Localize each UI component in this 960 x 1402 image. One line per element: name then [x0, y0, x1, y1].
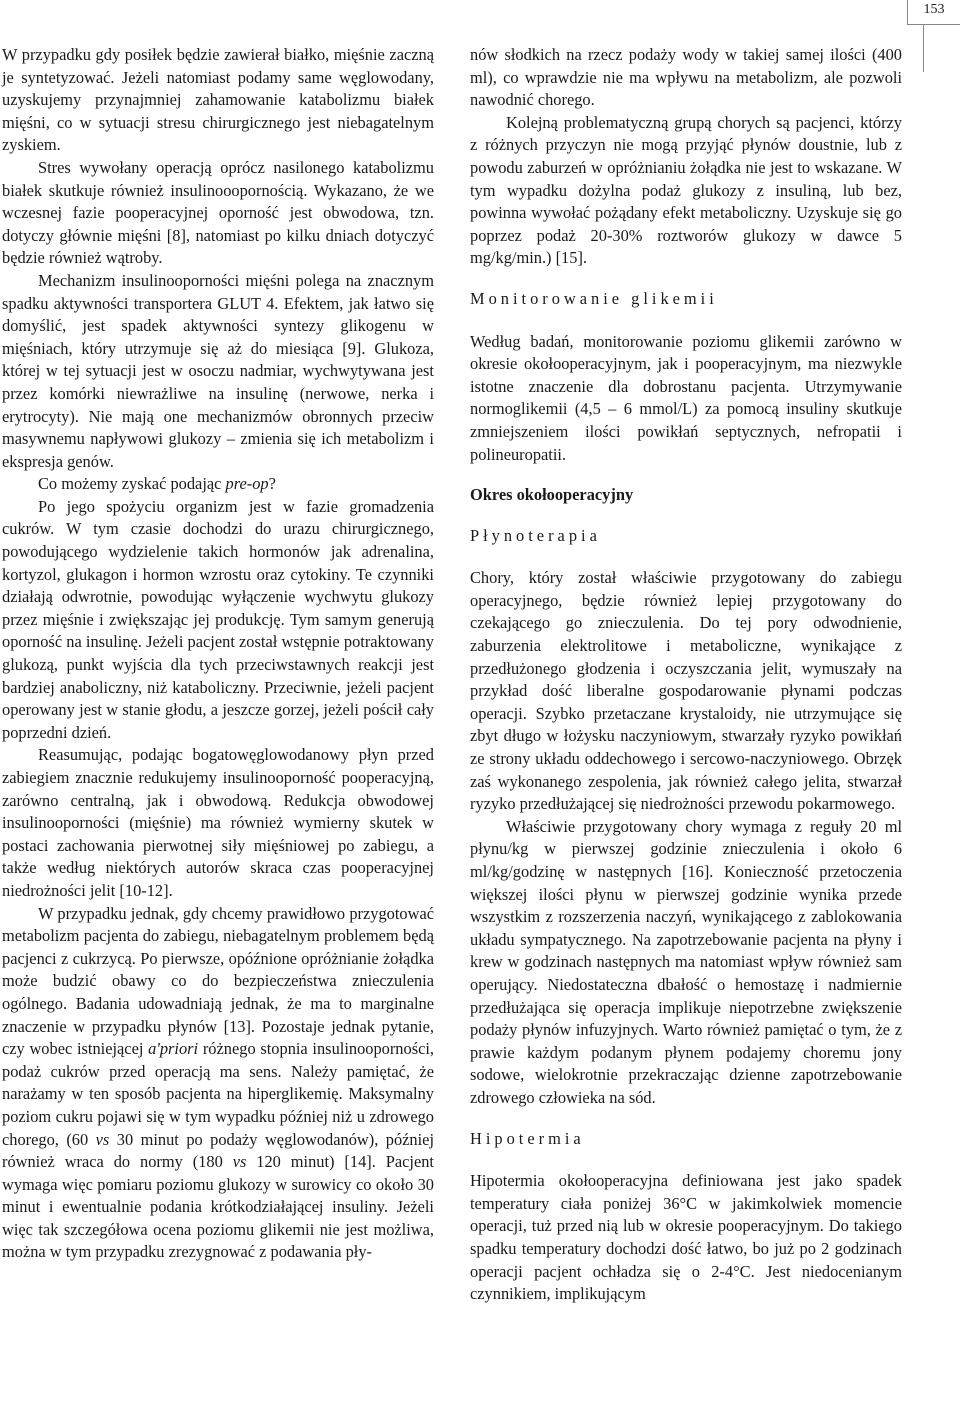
text-span: 30 minut po podaży węglowodanów), później również wraca do normy (180	[2, 1129, 434, 1172]
paragraph: Chory, który został właściwie przygotowany do zabiegu operacyjnego, będzie również lepiej przygotowany do czekającego go znieczulenia. Do tej pory odwodnienie, zaburzenia elektrolitowe i metaboliczne, wynikające z przedłużonego głodzenia i oczyszczania jelit, wymuszały na przykład dość liberalne gospodarowanie płynami podczas operacji. Szybko przetaczane krystaloidy, nie utrzymujące się zbyt długo w łożysku naczyniowym, stwarzały ryzyko powikłań ze strony układu oddechowego i sercowo-naczyniowego. Obrzęk zaś wykonanego zespolenia, jak również całego jelita, stwarzał ryzyko przedłużającej się niedrożności przewodu pokarmowego.	[470, 568, 902, 814]
text-span: 120 minut) [14]. Pacjent wymaga więc pomiaru poziomu glukozy w surowicy co około 30 minut i ewentualnie podania krótkodziałającej insuliny. Jeżeli więc tak szczegółowa ocena poziomu glikemii nie jest możliwa, można w tym przypadku zrezygnować z podawania pły-	[2, 1152, 434, 1262]
page-number: 153	[907, 0, 960, 25]
subsection-heading: Hipotermia	[470, 1128, 585, 1148]
text-span: ?	[268, 474, 276, 494]
paragraph	[2, 473, 434, 496]
section-heading: Monitorowanie glikemii	[470, 288, 718, 308]
italic-text: vs	[232, 1152, 247, 1172]
text-span: W przypadku jednak, gdy chcemy prawidłowo przygotować metabolizm pacjenta do zabiegu, niebagatelnym problemem będą pacjenci z cukrzycą. Po pierwsze, opóźnione opróżnianie żołądka może budzić obawy co do bezpieczeństwa znieczulenia ogólnego. Badania udowadniają jednak, że ma to marginalne znaczenie w przypadku płynów [13]. Pozostaje jednak pytanie, czy wobec istniejącej	[2, 903, 434, 1059]
section-heading: Okres okołooperacyjny	[470, 485, 634, 505]
subsection-heading: Płynoterapia	[470, 525, 601, 545]
paragraph: nów słodkich na rzecz podaży wody w takiej samej ilości (400 ml), co wprawdzie nie ma wpływu na metabolizm, ale pozwoli nawodnić chorego.	[470, 45, 902, 110]
paragraph: Kolejną problematyczną grupą chorych są pacjenci, którzy z różnych przyczyn nie mogą przyjąć płynów doustnie, lub z powodu zaburzeń w opróżnianiu żołądka nie jest to wskazane. W tym wypadku dożylna podaż glukozy z insuliną, lub bez, powinna wywołać pożądany efekt metaboliczny. Uzyskuje się go poprzez podaż 20-30% roztworów glukozy w dawce 5 mg/kg/min.) [15].	[470, 112, 902, 268]
paragraph: Właściwie przygotowany chory wymaga z reguły 20 ml płynu/kg w pierwszej godzinie znieczulenia i około 6 ml/kg/godzinę w następnych [16]. Konieczność przetoczenia większej ilości płynu w pierwszej godzinie wynika przede wszystkim z rozszerzenia naczyń, wynikającego z zablokowania układu sympatycznego. Na zapotrzebowanie pacjenta na płyny i krew w godzinach następnych ma natomiast wpływ również sam operujący. Niedostateczna dbałość o hemostazę i nadmiernie przedłużająca się operacja implikuje niepotrzebne zwiększenie podaży płynów infuzyjnych. Warto również pamiętać o tym, że z prawie każdym podanym płynem podajemy choremu jony sodowe, wielokrotnie przekraczając dzienne zapotrzebowanie zdrowego człowieka na sód.	[470, 816, 902, 1107]
paragraph: Według badań, monitorowanie poziomu glikemii zarówno w okresie okołooperacyjnym, jak i pooperacyjnym, ma niezwykle istotne znaczenie dla dobrostanu pacjenta. Utrzymywanie normoglikemii (4,5 – 6 mmol/L) za pomocą insuliny skutkuje zmniejszeniem ilości powikłań septycznych, nefropatii i polineuropatii.	[470, 331, 902, 464]
paragraph: Reasumując, podając bogatowęglowodanowy płyn przed zabiegiem znacznie redukujemy insulinooporność pooperacyjną, zarówno centralną, jak i obwodową. Redukcja obwodowej insulinooporności (mięśnie) ma również wymierny skutek w postaci zachowania pierwotnej siły mięśniowej po zabiegu, a także według niektórych autorów skraca czas pooperacyjnej niedrożności jelit [10-12].	[2, 745, 434, 900]
right-column	[470, 44, 902, 1306]
italic-text: pre-op	[225, 474, 269, 494]
text-span: Co możemy zyskać podając	[38, 474, 226, 494]
italic-text: vs	[95, 1129, 110, 1149]
paragraph	[2, 903, 434, 1265]
left-column	[2, 44, 434, 1264]
paragraph: Po jego spożyciu organizm jest w fazie gromadzenia cukrów. W tym czasie dochodzi do urazu chirurgicznego, powodującego wydzielenie takich hormonów jak adrenalina, kortyzol, glukagon i hormon wzrostu oraz cytokiny. Te czynniki działają odwrotnie, powodując wyłączenie wychwytu glukozy przez mięśnie i zwiększając jej produkcję. Tym samym generują oporność na insulinę. Jeżeli pacjent został wstępnie potraktowany glukozą, punkt wyjścia dla tych przeciwstawnych reakcji jest bardziej anaboliczny, niż kataboliczny. Przeciwnie, jeżeli pacjent operowany jest w stanie głodu, a jeszcze gorzej, jeżeli pościł cały poprzedni dzień.	[2, 496, 434, 742]
paragraph: Mechanizm insulinooporności mięśni polega na znacznym spadku aktywności transportera GLUT 4. Efektem, jak łatwo się domyślić, jest spadek aktywności syntezy glikogenu w mięśniach, który utrzymuje się aż do miesiąca [9]. Glukoza, której w tej sytuacji jest w osoczu nadmiar, wychwytywana jest przez komórki niewrażliwe na insulinę (nerwowe, nerka i erytrocyty). Nie mają one mechanizmów obronnych przeciw masywnemu napływowi glukozy – zmienia się ich metabolizm i ekspresja genów.	[2, 270, 434, 471]
header-divider	[923, 24, 924, 72]
italic-text: a'priori	[148, 1039, 199, 1059]
paragraph: Hipotermia okołooperacyjna definiowana jest jako spadek temperatury ciała poniżej 36°C w jakimkolwiek momencie operacji, tuż przed nią lub w okresie pooperacyjnym. Do takiego spadku temperatury dochodzi dość łatwo, bo już po 2 godzinach operacji pacjent ochładza się o 2-4°C. Jest niedocenianym czynnikiem, implikującym	[470, 1171, 902, 1304]
paragraph: Stres wywołany operacją oprócz nasilonego katabolizmu białek skutkuje również insulinooopornością. Wykazano, że we wczesnej fazie pooperacyjnej oporność jest obwodowa, tzn. dotyczy głównie mięśni [8], natomiast po kilku dniach dotyczyć będzie również wątroby.	[2, 157, 434, 268]
paragraph: W przypadku gdy posiłek będzie zawierał białko, mięśnie zaczną je syntetyzować. Jeżeli natomiast podamy same węglowodany, uzyskujemy przynajmniej zahamowanie katabolizmu białek mięśni, co w sytuacji stresu chirurgicznego jest niebagatelnym zyskiem.	[2, 45, 434, 155]
text-span: różnego stopnia insulinooporności, podaż cukrów przed operacją ma sens. Należy pamiętać, że narażamy w ten sposób pacjenta na hiperglikemię. Maksymalny poziom cukru pojawi się w tym wypadku później niż u zdrowego chorego, (60	[2, 1039, 434, 1149]
